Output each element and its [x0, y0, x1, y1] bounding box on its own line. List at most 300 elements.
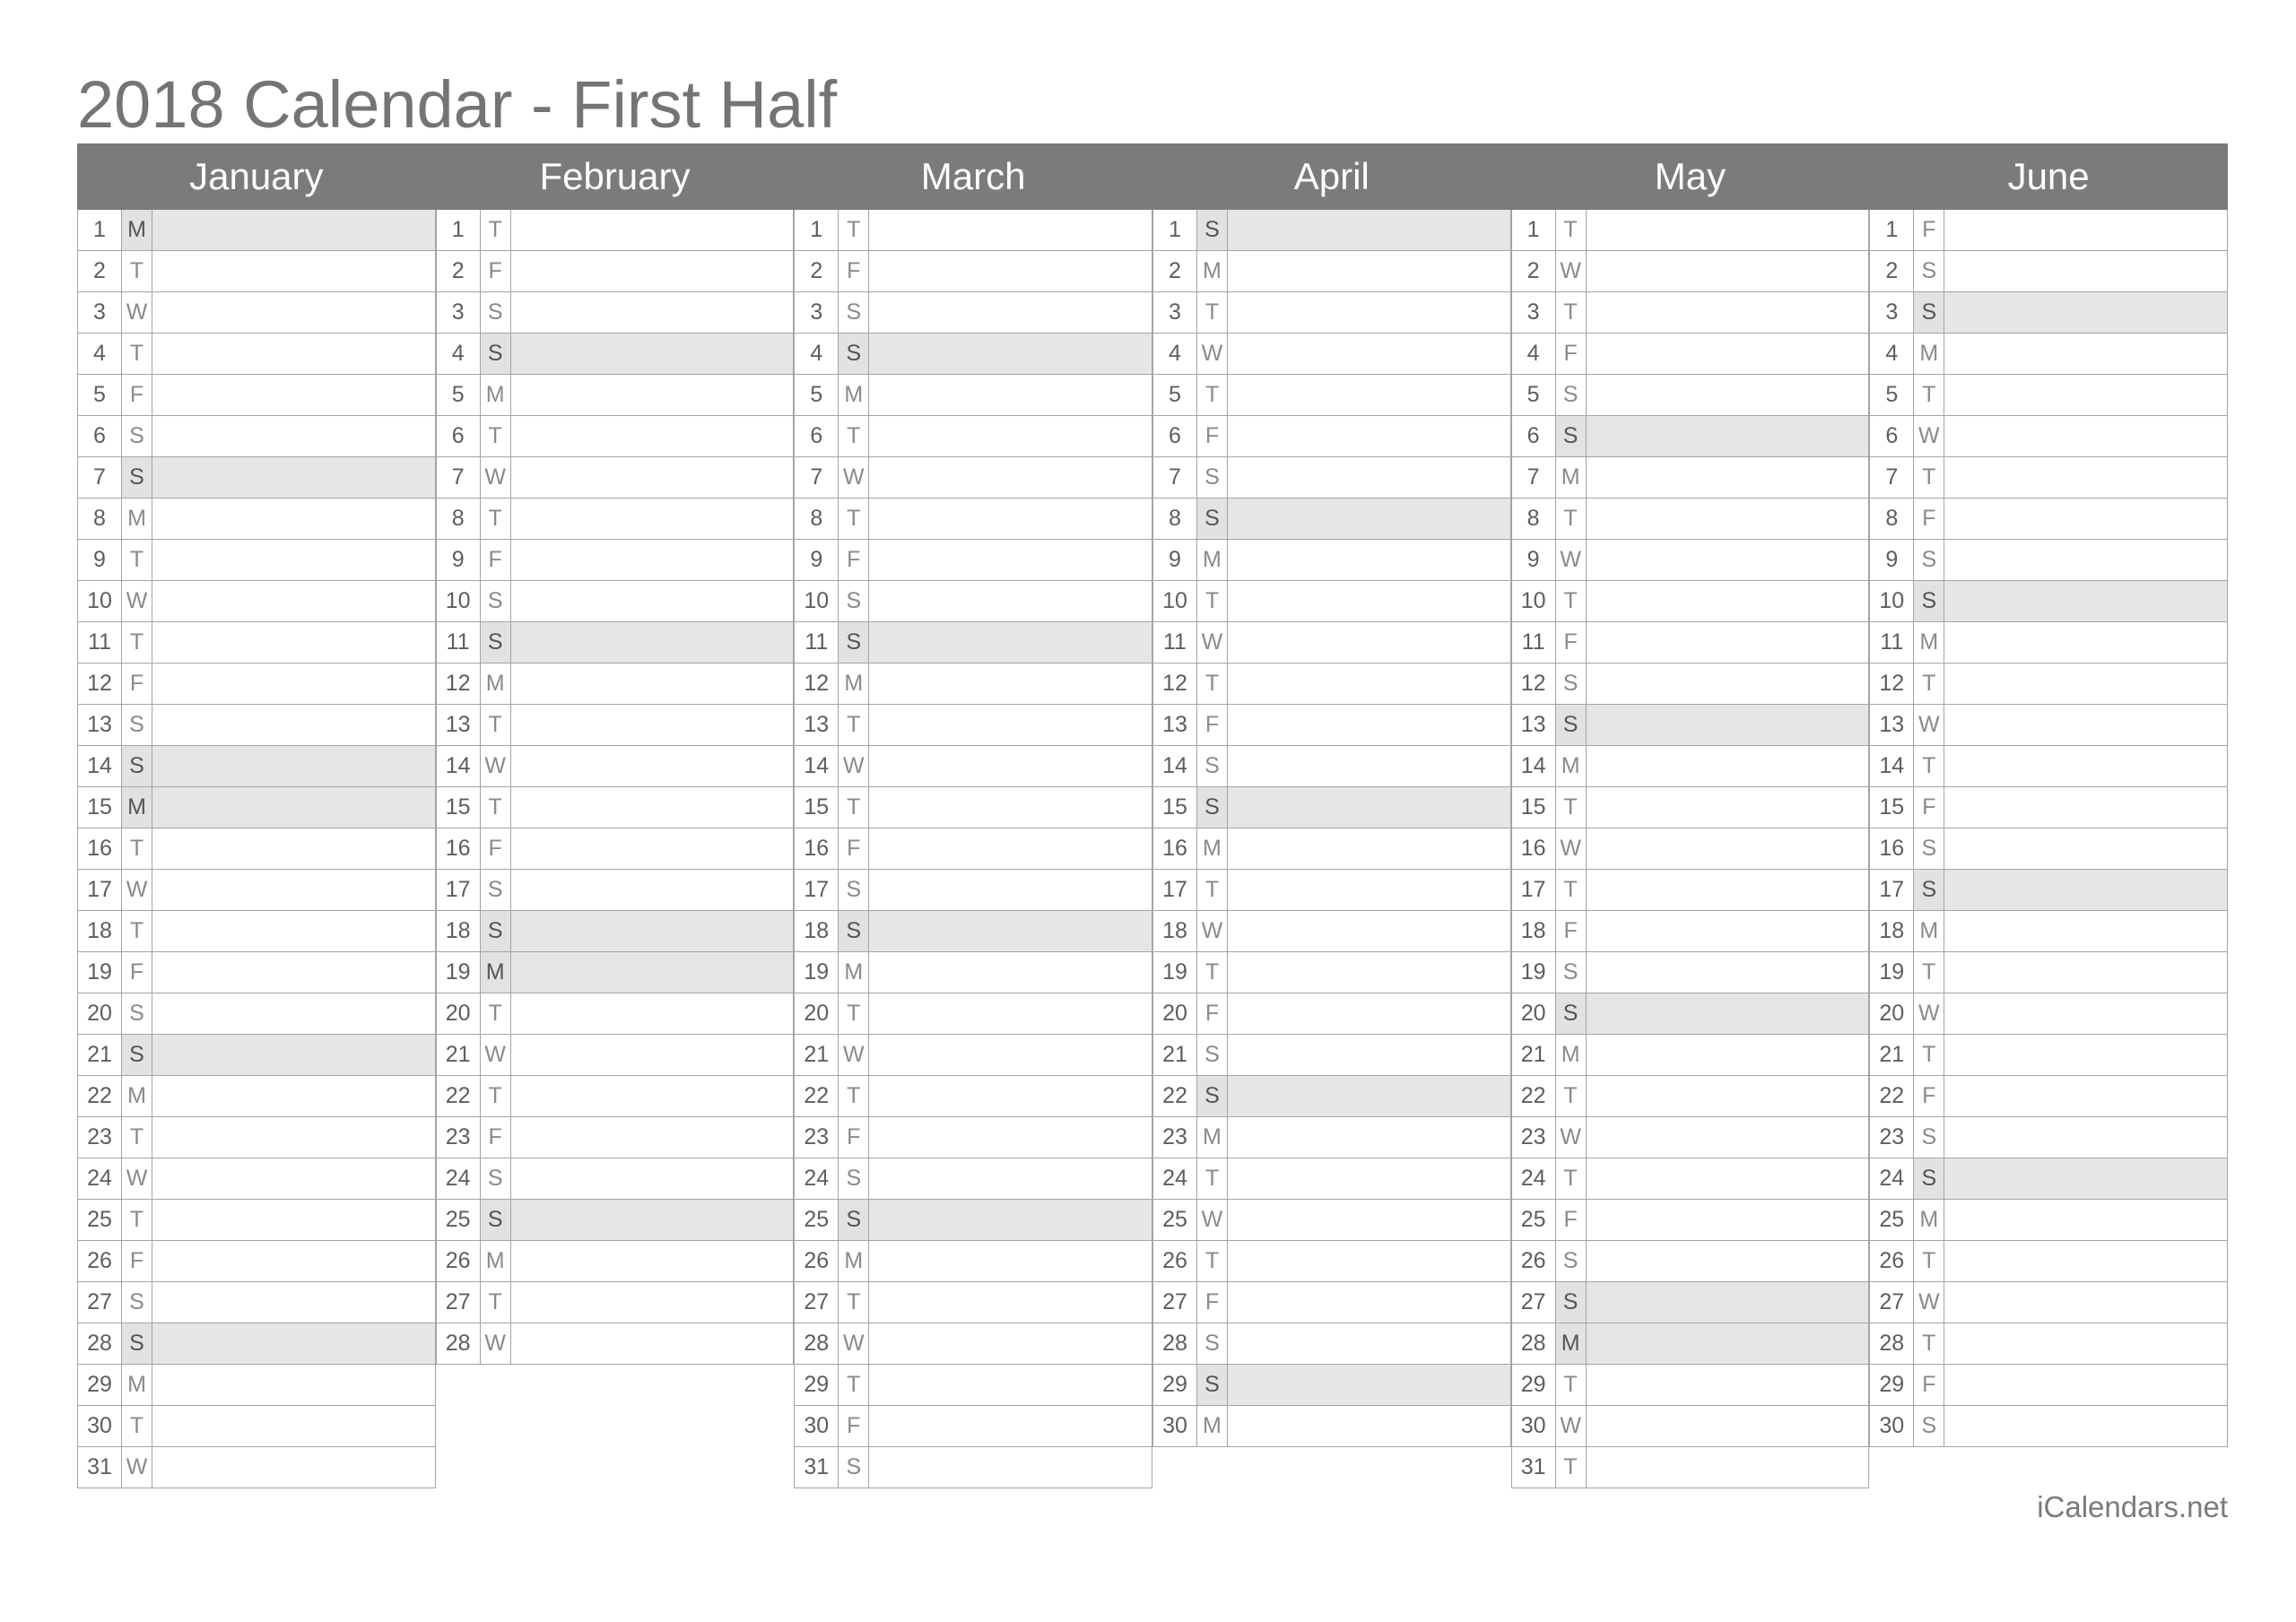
- note-cell[interactable]: [1228, 1323, 1510, 1364]
- day-number: 4: [1870, 334, 1914, 374]
- note-cell[interactable]: [869, 251, 1152, 291]
- note-cell[interactable]: [152, 1406, 435, 1446]
- note-cell[interactable]: [152, 911, 435, 951]
- note-cell[interactable]: [511, 1241, 794, 1281]
- note-cell[interactable]: [152, 705, 435, 745]
- note-cell[interactable]: [511, 911, 794, 951]
- note-cell[interactable]: [869, 416, 1152, 456]
- note-cell[interactable]: [152, 334, 435, 374]
- weekday-letter: T: [1556, 292, 1587, 333]
- day-row: [1869, 251, 2228, 292]
- weekday-letter: T: [839, 705, 869, 745]
- note-cell[interactable]: [1587, 952, 1869, 993]
- note-cell[interactable]: [152, 870, 435, 910]
- note-cell[interactable]: [1228, 952, 1510, 993]
- note-cell[interactable]: [1944, 210, 2227, 250]
- note-cell[interactable]: [152, 1241, 435, 1281]
- month-header-row: [77, 143, 2228, 210]
- day-row: [1152, 210, 1511, 251]
- note-cell[interactable]: [1228, 416, 1510, 456]
- weekday-letter: T: [481, 499, 511, 539]
- note-cell[interactable]: [1587, 540, 1869, 580]
- note-cell[interactable]: [152, 1158, 435, 1199]
- weekday-letter: W: [1914, 705, 1944, 745]
- note-cell[interactable]: [1228, 1200, 1510, 1240]
- note-cell[interactable]: [1228, 1241, 1510, 1281]
- day-number: 30: [1153, 1406, 1197, 1446]
- note-cell[interactable]: [511, 787, 794, 828]
- note-cell[interactable]: [1587, 1323, 1869, 1364]
- note-cell[interactable]: [869, 581, 1152, 621]
- note-cell[interactable]: [1587, 1035, 1869, 1075]
- day-number: 27: [1870, 1282, 1914, 1323]
- note-cell[interactable]: [1587, 828, 1869, 869]
- note-cell[interactable]: [152, 622, 435, 663]
- note-cell[interactable]: [1228, 787, 1510, 828]
- note-cell[interactable]: [152, 210, 435, 250]
- note-cell[interactable]: [511, 375, 794, 415]
- day-number: 20: [1153, 993, 1197, 1034]
- day-number: 20: [78, 993, 122, 1034]
- day-number: 5: [78, 375, 122, 415]
- note-cell[interactable]: [869, 622, 1152, 663]
- day-number: 17: [437, 870, 481, 910]
- note-cell[interactable]: [1228, 1117, 1510, 1158]
- day-number: 6: [78, 416, 122, 456]
- day-number: 8: [1870, 499, 1914, 539]
- note-cell[interactable]: [152, 1117, 435, 1158]
- note-cell[interactable]: [152, 499, 435, 539]
- weekday-letter: S: [1556, 705, 1587, 745]
- note-cell[interactable]: [511, 746, 794, 786]
- month-column-march: [794, 210, 1152, 1488]
- note-cell[interactable]: [869, 1323, 1152, 1364]
- day-number: 6: [437, 416, 481, 456]
- note-cell[interactable]: [511, 499, 794, 539]
- note-cell[interactable]: [1587, 1117, 1869, 1158]
- note-cell[interactable]: [869, 375, 1152, 415]
- note-cell[interactable]: [1587, 1158, 1869, 1199]
- day-number: 3: [437, 292, 481, 333]
- day-number: 10: [78, 581, 122, 621]
- note-cell[interactable]: [869, 1200, 1152, 1240]
- note-cell[interactable]: [152, 416, 435, 456]
- note-cell[interactable]: [1587, 1282, 1869, 1323]
- note-cell[interactable]: [511, 1200, 794, 1240]
- note-cell[interactable]: [1944, 828, 2227, 869]
- note-cell[interactable]: [152, 292, 435, 333]
- note-cell[interactable]: [869, 746, 1152, 786]
- note-cell[interactable]: [1587, 499, 1869, 539]
- note-cell[interactable]: [1228, 622, 1510, 663]
- day-number: 31: [795, 1447, 839, 1488]
- note-cell[interactable]: [869, 1406, 1152, 1446]
- note-cell[interactable]: [1587, 1447, 1869, 1488]
- note-cell[interactable]: [511, 622, 794, 663]
- note-cell[interactable]: [1944, 375, 2227, 415]
- day-row: [1511, 251, 1870, 292]
- day-row: [77, 952, 436, 993]
- weekday-letter: S: [1556, 1241, 1587, 1281]
- note-cell[interactable]: [1228, 292, 1510, 333]
- note-cell[interactable]: [1587, 622, 1869, 663]
- weekday-letter: T: [1556, 499, 1587, 539]
- note-cell[interactable]: [1587, 787, 1869, 828]
- note-cell[interactable]: [152, 1076, 435, 1116]
- note-cell[interactable]: [1587, 746, 1869, 786]
- day-row: [1869, 664, 2228, 705]
- note-cell[interactable]: [1587, 457, 1869, 498]
- note-cell[interactable]: [869, 828, 1152, 869]
- weekday-letter: W: [1556, 1117, 1587, 1158]
- note-cell[interactable]: [1944, 870, 2227, 910]
- note-cell[interactable]: [1228, 1158, 1510, 1199]
- note-cell[interactable]: [869, 1117, 1152, 1158]
- note-cell[interactable]: [1228, 1406, 1510, 1446]
- day-number: 5: [1870, 375, 1914, 415]
- weekday-letter: M: [481, 664, 511, 704]
- note-cell[interactable]: [869, 1282, 1152, 1323]
- note-cell[interactable]: [1944, 952, 2227, 993]
- note-cell[interactable]: [869, 952, 1152, 993]
- note-cell[interactable]: [1944, 622, 2227, 663]
- weekday-letter: T: [1556, 870, 1587, 910]
- day-number: 14: [1153, 746, 1197, 786]
- day-number: 16: [1870, 828, 1914, 869]
- note-cell[interactable]: [1944, 1241, 2227, 1281]
- weekday-letter: F: [839, 540, 869, 580]
- note-cell[interactable]: [511, 1076, 794, 1116]
- note-cell[interactable]: [1587, 251, 1869, 291]
- weekday-letter: S: [839, 870, 869, 910]
- note-cell[interactable]: [511, 251, 794, 291]
- note-cell[interactable]: [1944, 746, 2227, 786]
- note-cell[interactable]: [869, 870, 1152, 910]
- day-number: 6: [1512, 416, 1556, 456]
- weekday-letter: T: [122, 828, 152, 869]
- weekday-letter: F: [1197, 993, 1228, 1034]
- note-cell[interactable]: [1228, 1282, 1510, 1323]
- weekday-letter: T: [1914, 1241, 1944, 1281]
- note-cell[interactable]: [511, 993, 794, 1034]
- note-cell[interactable]: [1587, 292, 1869, 333]
- note-cell[interactable]: [869, 1076, 1152, 1116]
- day-row: [1869, 1241, 2228, 1282]
- note-cell[interactable]: [1587, 1200, 1869, 1240]
- note-cell[interactable]: [1944, 1158, 2227, 1199]
- note-cell[interactable]: [152, 1447, 435, 1488]
- note-cell[interactable]: [1587, 1365, 1869, 1405]
- day-number: 16: [1512, 828, 1556, 869]
- note-cell[interactable]: [152, 1365, 435, 1405]
- note-cell[interactable]: [1228, 581, 1510, 621]
- note-cell[interactable]: [152, 1282, 435, 1323]
- note-cell[interactable]: [869, 787, 1152, 828]
- note-cell[interactable]: [1944, 540, 2227, 580]
- day-number: 14: [1870, 746, 1914, 786]
- weekday-letter: M: [122, 499, 152, 539]
- note-cell[interactable]: [1228, 705, 1510, 745]
- weekday-letter: T: [122, 1200, 152, 1240]
- note-cell[interactable]: [1944, 1200, 2227, 1240]
- weekday-letter: F: [839, 1117, 869, 1158]
- note-cell[interactable]: [511, 870, 794, 910]
- weekday-letter: M: [1914, 1200, 1944, 1240]
- note-cell[interactable]: [152, 1200, 435, 1240]
- weekday-letter: W: [839, 1323, 869, 1364]
- note-cell[interactable]: [511, 828, 794, 869]
- note-cell[interactable]: [869, 1241, 1152, 1281]
- note-cell[interactable]: [1228, 210, 1510, 250]
- day-row: [1869, 499, 2228, 540]
- weekday-letter: S: [839, 581, 869, 621]
- note-cell[interactable]: [1228, 911, 1510, 951]
- note-cell[interactable]: [1587, 664, 1869, 704]
- note-cell[interactable]: [152, 251, 435, 291]
- note-cell[interactable]: [869, 1365, 1152, 1405]
- note-cell[interactable]: [869, 1158, 1152, 1199]
- weekday-letter: S: [481, 1158, 511, 1199]
- day-row: [1869, 870, 2228, 911]
- note-cell[interactable]: [152, 457, 435, 498]
- weekday-letter: W: [481, 1323, 511, 1364]
- weekday-letter: F: [1556, 622, 1587, 663]
- weekday-letter: T: [839, 499, 869, 539]
- note-cell[interactable]: [1228, 457, 1510, 498]
- note-cell[interactable]: [152, 952, 435, 993]
- note-cell[interactable]: [1944, 499, 2227, 539]
- weekday-letter: S: [1914, 1117, 1944, 1158]
- note-cell[interactable]: [152, 1323, 435, 1364]
- day-row: [1511, 499, 1870, 540]
- day-number: 31: [78, 1447, 122, 1488]
- note-cell[interactable]: [869, 210, 1152, 250]
- weekday-letter: W: [1556, 1406, 1587, 1446]
- note-cell[interactable]: [152, 664, 435, 704]
- note-cell[interactable]: [511, 292, 794, 333]
- note-cell[interactable]: [511, 1117, 794, 1158]
- note-cell[interactable]: [152, 787, 435, 828]
- note-cell[interactable]: [152, 993, 435, 1034]
- note-cell[interactable]: [869, 499, 1152, 539]
- note-cell[interactable]: [1587, 375, 1869, 415]
- day-number: 26: [795, 1241, 839, 1281]
- note-cell[interactable]: [1944, 1406, 2227, 1446]
- note-cell[interactable]: [1944, 416, 2227, 456]
- weekday-letter: M: [1914, 334, 1944, 374]
- note-cell[interactable]: [511, 540, 794, 580]
- note-cell[interactable]: [511, 1158, 794, 1199]
- note-cell[interactable]: [1228, 664, 1510, 704]
- day-row: [794, 993, 1152, 1035]
- note-cell[interactable]: [1587, 334, 1869, 374]
- day-row: [1152, 1035, 1511, 1076]
- note-cell[interactable]: [511, 457, 794, 498]
- note-cell[interactable]: [1944, 1035, 2227, 1075]
- day-row: [77, 292, 436, 334]
- note-cell[interactable]: [152, 540, 435, 580]
- note-cell[interactable]: [1228, 375, 1510, 415]
- day-row: [794, 416, 1152, 457]
- month-name-february: February: [539, 155, 691, 197]
- note-cell[interactable]: [869, 705, 1152, 745]
- day-number: 9: [1870, 540, 1914, 580]
- day-row: [436, 375, 795, 416]
- day-row: [436, 581, 795, 622]
- day-number: 22: [1153, 1076, 1197, 1116]
- note-cell[interactable]: [1228, 540, 1510, 580]
- note-cell[interactable]: [152, 828, 435, 869]
- note-cell[interactable]: [511, 1035, 794, 1075]
- note-cell[interactable]: [511, 1323, 794, 1364]
- note-cell[interactable]: [869, 540, 1152, 580]
- note-cell[interactable]: [152, 375, 435, 415]
- note-cell[interactable]: [1228, 746, 1510, 786]
- note-cell[interactable]: [1944, 1365, 2227, 1405]
- day-row: [1152, 1323, 1511, 1365]
- day-number: 17: [1870, 870, 1914, 910]
- note-cell[interactable]: [1587, 1406, 1869, 1446]
- note-cell[interactable]: [1944, 334, 2227, 374]
- weekday-letter: T: [481, 1076, 511, 1116]
- day-row: [77, 911, 436, 952]
- note-cell[interactable]: [152, 1035, 435, 1075]
- day-number: 4: [795, 334, 839, 374]
- day-row: [77, 540, 436, 581]
- day-number: 21: [1870, 1035, 1914, 1075]
- month-column-may: [1511, 210, 1870, 1488]
- day-row: [1152, 705, 1511, 746]
- note-cell[interactable]: [511, 416, 794, 456]
- note-cell[interactable]: [1228, 993, 1510, 1034]
- day-row: [436, 952, 795, 993]
- weekday-letter: M: [122, 1076, 152, 1116]
- note-cell[interactable]: [1944, 705, 2227, 745]
- note-cell[interactable]: [1944, 292, 2227, 333]
- day-number: 17: [1512, 870, 1556, 910]
- note-cell[interactable]: [869, 292, 1152, 333]
- note-cell[interactable]: [152, 581, 435, 621]
- note-cell[interactable]: [1228, 1365, 1510, 1405]
- note-cell[interactable]: [1228, 828, 1510, 869]
- note-cell[interactable]: [869, 664, 1152, 704]
- day-row: [77, 581, 436, 622]
- note-cell[interactable]: [1228, 870, 1510, 910]
- day-number: 21: [1512, 1035, 1556, 1075]
- note-cell[interactable]: [1228, 251, 1510, 291]
- note-cell[interactable]: [511, 581, 794, 621]
- weekday-letter: S: [481, 911, 511, 951]
- note-cell[interactable]: [1944, 993, 2227, 1034]
- note-cell[interactable]: [511, 210, 794, 250]
- note-cell[interactable]: [1944, 911, 2227, 951]
- weekday-letter: F: [1197, 416, 1228, 456]
- note-cell[interactable]: [1228, 1076, 1510, 1116]
- note-cell[interactable]: [869, 1035, 1152, 1075]
- note-cell[interactable]: [1944, 1076, 2227, 1116]
- note-cell[interactable]: [1228, 334, 1510, 374]
- weekday-letter: S: [1197, 210, 1228, 250]
- day-row: [1152, 375, 1511, 416]
- note-cell[interactable]: [1587, 993, 1869, 1034]
- note-cell[interactable]: [869, 457, 1152, 498]
- day-number: 1: [1512, 210, 1556, 250]
- note-cell[interactable]: [1587, 581, 1869, 621]
- day-number: 14: [78, 746, 122, 786]
- note-cell[interactable]: [1587, 1076, 1869, 1116]
- month-column-april: [1152, 210, 1511, 1447]
- day-row: [77, 993, 436, 1035]
- day-number: 25: [1870, 1200, 1914, 1240]
- day-row: [1152, 993, 1511, 1035]
- weekday-letter: S: [1914, 540, 1944, 580]
- note-cell[interactable]: [869, 1447, 1152, 1488]
- note-cell[interactable]: [869, 911, 1152, 951]
- day-number: 11: [1153, 622, 1197, 663]
- day-number: 7: [1512, 457, 1556, 498]
- day-number: 5: [795, 375, 839, 415]
- note-cell[interactable]: [1587, 870, 1869, 910]
- day-number: 28: [1153, 1323, 1197, 1364]
- day-row: [1869, 375, 2228, 416]
- note-cell[interactable]: [1944, 251, 2227, 291]
- note-cell[interactable]: [1944, 457, 2227, 498]
- note-cell[interactable]: [1587, 1241, 1869, 1281]
- day-row: [1511, 416, 1870, 457]
- day-row: [77, 1200, 436, 1241]
- note-cell[interactable]: [1944, 1282, 2227, 1323]
- day-row: [1511, 993, 1870, 1035]
- note-cell[interactable]: [511, 952, 794, 993]
- weekday-letter: W: [122, 581, 152, 621]
- note-cell[interactable]: [511, 1282, 794, 1323]
- day-row: [1869, 787, 2228, 828]
- day-number: 26: [1512, 1241, 1556, 1281]
- note-cell[interactable]: [152, 746, 435, 786]
- day-row: [1152, 622, 1511, 664]
- note-cell[interactable]: [1587, 416, 1869, 456]
- note-cell[interactable]: [511, 334, 794, 374]
- note-cell[interactable]: [1944, 581, 2227, 621]
- day-row: [1511, 828, 1870, 870]
- day-row: [436, 746, 795, 787]
- note-cell[interactable]: [1587, 705, 1869, 745]
- weekday-letter: S: [1197, 1323, 1228, 1364]
- day-row: [794, 787, 1152, 828]
- note-cell[interactable]: [511, 664, 794, 704]
- note-cell[interactable]: [1228, 1035, 1510, 1075]
- note-cell[interactable]: [1587, 911, 1869, 951]
- note-cell[interactable]: [1587, 210, 1869, 250]
- day-row: [1152, 746, 1511, 787]
- note-cell[interactable]: [1944, 1323, 2227, 1364]
- day-row: [77, 1117, 436, 1158]
- day-number: 24: [78, 1158, 122, 1199]
- day-number: 1: [1870, 210, 1914, 250]
- note-cell[interactable]: [511, 705, 794, 745]
- day-row: [436, 1282, 795, 1323]
- note-cell[interactable]: [1944, 1117, 2227, 1158]
- note-cell[interactable]: [1228, 499, 1510, 539]
- note-cell[interactable]: [1944, 664, 2227, 704]
- note-cell[interactable]: [869, 993, 1152, 1034]
- weekday-letter: F: [481, 540, 511, 580]
- day-row: [77, 334, 436, 375]
- day-row: [436, 334, 795, 375]
- note-cell[interactable]: [869, 334, 1152, 374]
- day-number: 21: [1153, 1035, 1197, 1075]
- note-cell[interactable]: [1944, 787, 2227, 828]
